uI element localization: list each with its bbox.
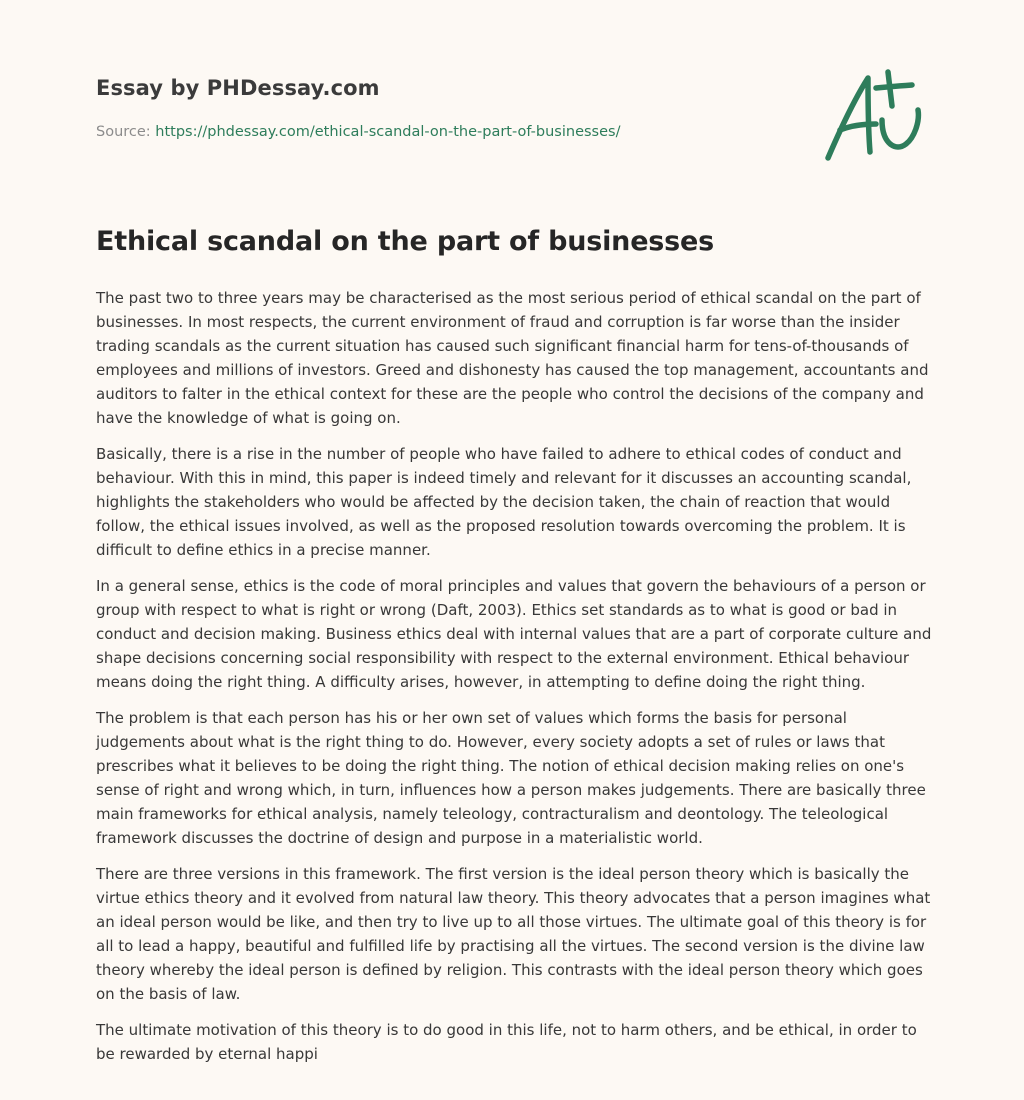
essay-body: [96, 286, 936, 1078]
a-plus-logo-icon: [818, 66, 930, 170]
source-link[interactable]: https://phdessay.com/ethical-scandal-on-the-part-of-businesses/: [155, 124, 621, 140]
essay-paragraph: In a general sense, ethics is the code of moral principles and values that govern the behaviours of a person or group with respect to what is right or wrong (Daft, 2003). Ethics set standards as to what is good or bad in conduct and decision making. Business ethics deal with internal values that are a part of corporate culture and shape decisions concerning social responsibility with respect to the external environment. Ethical behaviour means doing the right thing. A difficulty arises, however, in attempting to define doing the right thing.: [96, 577, 932, 691]
essay-title: Ethical scandal on the part of businesses: [96, 226, 715, 257]
essay-paragraph: There are three versions in this framework. The first version is the ideal person theory which is basically the virtue ethics theory and it evolved from natural law theory. This theory advocates that a person imagines what an ideal person would be like, and then try to live up to all those virtues. The ultimate goal of this theory is for all to lead a happy, beautiful and fulfilled life by practising all the virtues. The second version is the divine law theory whereby the ideal person is defined by religion. This contrasts with the ideal person theory which goes on the basis of law.: [96, 865, 931, 1003]
essay-paragraph: Basically, there is a rise in the number of people who have failed to adhere to ethical codes of conduct and behaviour. With this in mind, this paper is indeed timely and relevant for it discusses an accounting scandal, highlights the stakeholders who would be affected by the decision taken, the chain of reaction that would follow, the ethical issues involved, as well as the proposed resolution towards overcoming the problem. It is difficult to define ethics in a precise manner.: [96, 445, 912, 559]
essay-paragraph: The past two to three years may be characterised as the most serious period of ethical scandal on the part of businesses. In most respects, the current environment of fraud and corruption is far worse than the insider trading scandals as the current situation has caused such significant financial harm for tens-of-thousands of employees and millions of investors. Greed and dishonesty has caused the top management, accountants and auditors to falter in the ethical context for these are the people who control the decisions of the company and have the knowledge of what is going on.: [96, 289, 929, 427]
source-line: [96, 124, 620, 140]
source-label: Source:: [96, 124, 156, 140]
essay-paragraph: The problem is that each person has his or her own set of values which forms the basis for personal judgements about what is the right thing to do. However, every society adopts a set of rules or laws that prescribes what it believes to be doing the right thing. The notion of ethical decision making relies on one's sense of right and wrong which, in turn, influences how a person makes judgements. There are basically three main frameworks for ethical analysis, namely teleology, contracturalism and deontology. The teleological framework discusses the doctrine of design and purpose in a materialistic world.: [96, 709, 926, 847]
site-title: Essay by PHDessay.com: [96, 76, 380, 100]
essay-paragraph: The ultimate motivation of this theory is to do good in this life, not to harm others, and be ethical, in order to be rewarded by eternal happi: [96, 1021, 917, 1063]
